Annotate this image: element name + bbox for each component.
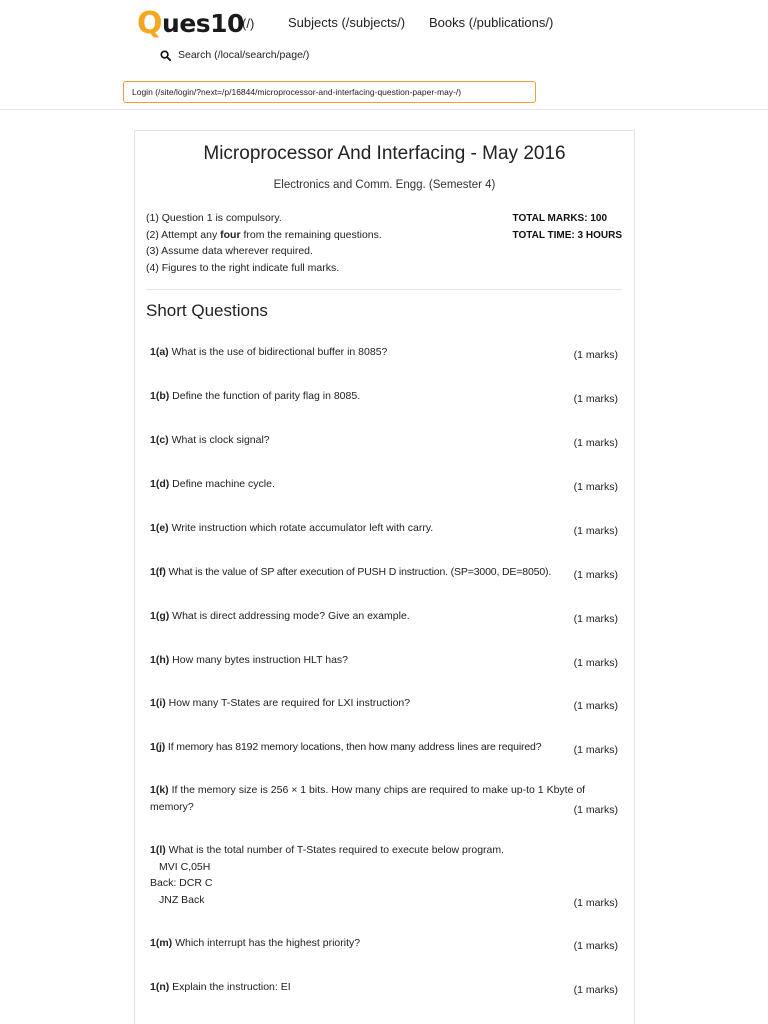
nav-subjects-link[interactable]: Subjects (/subjects/): [288, 15, 406, 30]
question-marks: (1 marks): [573, 437, 618, 449]
question-marks: (1 marks): [573, 393, 618, 405]
question-marks: (1 marks): [573, 569, 618, 581]
question-text: What is clock signal?: [168, 434, 270, 446]
question-text: Define machine cycle.: [169, 478, 275, 490]
instruction-3: (3) Assume data wherever required.: [146, 245, 313, 258]
paper-title: Microprocessor And Interfacing - May 2016: [203, 143, 566, 164]
question-marks: (1 marks): [573, 804, 618, 816]
totals-block: [513, 211, 622, 244]
question-text: What is the use of bidirectional buffer in 8085?: [168, 346, 388, 358]
total-time: TOTAL TIME: 3 HOURS: [512, 229, 622, 241]
question-item: [150, 935, 620, 952]
question-text: Explain the instruction: EI: [169, 981, 291, 993]
total-marks: TOTAL MARKS: 100: [512, 213, 608, 224]
question-marks: (1 marks): [573, 613, 618, 625]
question-number: 1(m): [150, 937, 173, 949]
search-icon: [160, 50, 171, 61]
question-item: [150, 432, 620, 449]
nav-books-link[interactable]: Books (/publications/): [429, 15, 554, 30]
question-paper-card: [134, 130, 635, 1024]
code-line: JNZ Back: [159, 893, 205, 906]
section-divider: [146, 289, 622, 290]
question-text: Write instruction which rotate accumulator left with carry.: [168, 522, 434, 534]
question-marks: (1 marks): [573, 349, 618, 361]
question-number: 1(i): [150, 697, 166, 709]
paper-subtitle: Electronics and Comm. Engg. (Semester 4): [273, 179, 496, 191]
code-line: MVI C,05H: [159, 860, 211, 873]
question-item: [150, 979, 620, 996]
top-navbar: [0, 0, 768, 110]
question-item: [150, 842, 620, 908]
question-text: What is the total number of T-States required to execute below program.: [165, 844, 505, 856]
code-line: Back: DCR C: [150, 877, 213, 889]
question-item: [150, 739, 620, 756]
question-item: [150, 782, 620, 815]
question-number: 1(j): [150, 741, 166, 753]
question-text: Which interrupt has the highest priority?: [172, 937, 361, 949]
instruction-1: (1) Question 1 is compulsory.: [146, 212, 282, 224]
question-item: [150, 652, 620, 669]
question-text: If memory has 8192 memory locations, then how many address lines are required?: [165, 741, 542, 753]
question-marks: (1 marks): [573, 481, 618, 493]
question-item: [150, 695, 620, 712]
logo-q-letter: Q: [137, 6, 163, 41]
question-item: [150, 476, 620, 493]
ques10-logo[interactable]: [137, 6, 244, 41]
instruction-2-post: from the remaining questions.: [240, 228, 382, 241]
question-marks: (1 marks): [573, 744, 618, 756]
question-number: 1(l): [150, 844, 166, 856]
question-text: If the memory size is 256 × 1 bits. How many chips are required to make up-to 1 Kbyte of memory?: [150, 784, 586, 813]
question-number: 1(h): [150, 654, 170, 666]
question-item: [150, 520, 620, 537]
question-marks: (1 marks): [573, 525, 618, 537]
question-number: 1(d): [150, 478, 170, 490]
question-marks: (1 marks): [573, 700, 618, 712]
question-marks: (1 marks): [573, 984, 618, 996]
question-marks: (1 marks): [573, 897, 618, 909]
question-number: 1(a): [150, 346, 169, 358]
question-item: [150, 344, 620, 361]
instruction-4: (4) Figures to the right indicate full marks.: [146, 261, 340, 274]
question-item: [150, 388, 620, 405]
instruction-2: [146, 227, 382, 244]
question-number: 1(g): [150, 610, 170, 622]
question-text: How many T-States are required for LXI instruction?: [165, 697, 411, 709]
question-item: [150, 564, 620, 581]
question-marks: (1 marks): [573, 657, 618, 669]
login-label: Login (/site/login/?next=/p/16844/microprocessor-and-interfacing-question-paper-may-/): [132, 87, 462, 97]
question-marks: (1 marks): [573, 940, 618, 952]
question-number: 1(e): [150, 522, 169, 534]
search-label: Search (/local/search/page/): [178, 49, 310, 61]
question-text: What is direct addressing mode? Give an example.: [169, 610, 410, 622]
question-item: [150, 608, 620, 625]
instruction-2-bold: four: [220, 228, 241, 241]
question-number: 1(k): [150, 784, 169, 796]
question-text: What is the value of SP after execution of PUSH D instruction. (SP=3000, DE=8050).: [165, 566, 552, 578]
home-link[interactable]: (/): [242, 16, 255, 31]
search-link[interactable]: [160, 49, 309, 61]
section-title: Short Questions: [146, 301, 268, 320]
question-text: Define the function of parity flag in 8085.: [169, 390, 361, 402]
logo-text: ues10: [162, 9, 244, 38]
login-button[interactable]: [123, 81, 536, 103]
instructions-list: [146, 210, 382, 276]
question-text: How many bytes instruction HLT has?: [169, 654, 349, 666]
question-number: 1(f): [150, 566, 166, 578]
instruction-2-pre: (2) Attempt any: [146, 228, 221, 241]
question-number: 1(c): [150, 434, 169, 446]
question-number: 1(b): [150, 390, 170, 402]
question-number: 1(n): [150, 981, 170, 993]
